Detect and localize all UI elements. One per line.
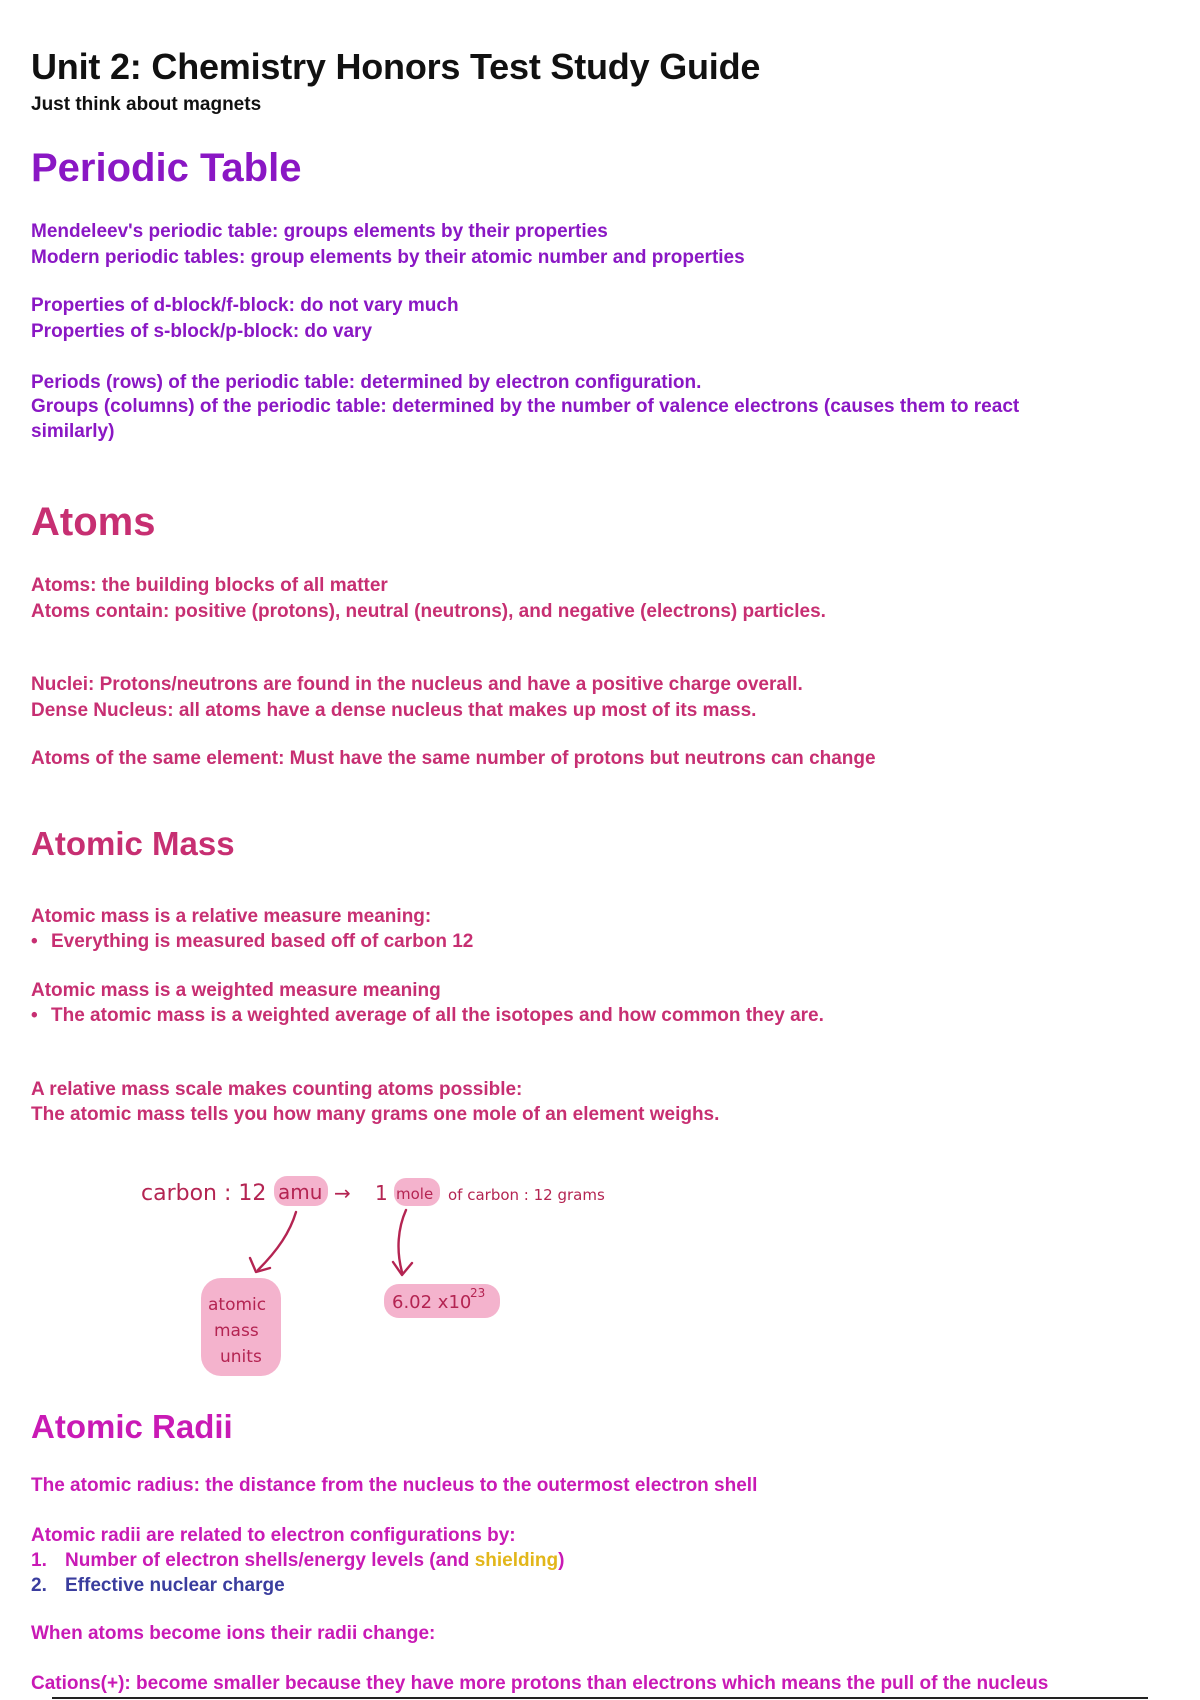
atoms-line-1: Atoms: the building blocks of all matter: [31, 575, 388, 596]
atoms-line-2: Atoms contain: positive (protons), neutral (neutrons), and negative (electrons) particles.: [31, 601, 826, 622]
hand-mass: mass: [214, 1321, 259, 1341]
hand-atomic: atomic: [208, 1295, 267, 1315]
atoms-line-5: Atoms of the same element: Must have the same number of protons but neutrons can change: [31, 748, 876, 769]
atomic-radii-line-3: When atoms become ions their radii change:: [31, 1623, 436, 1644]
arrow-head-right: [393, 1262, 412, 1275]
document-title: Unit 2: Chemistry Honors Test Study Guide: [31, 46, 761, 87]
periodic-line-6: Groups (columns) of the periodic table: determined by the number of valence electrons (causes them to react: [31, 396, 1020, 417]
atomic-mass-line-3: A relative mass scale makes counting atoms possible:: [31, 1079, 523, 1100]
atomic-radii-item-2: 2. Effective nuclear charge: [31, 1575, 285, 1596]
atomic-radii-line-4: Cations(+): become smaller because they have more protons than electrons which means the pull of the nucleus: [31, 1673, 1049, 1694]
periodic-line-7: similarly): [31, 421, 115, 442]
periodic-line-3: Properties of d-block/f-block: do not vary much: [31, 295, 459, 316]
section-heading-atomic-mass: Atomic Mass: [31, 825, 235, 862]
section-heading-atomic-radii: Atomic Radii: [31, 1408, 233, 1445]
hand-avogadro: 6.02 x10: [392, 1292, 472, 1313]
atomic-mass-bullet-1: • Everything is measured based off of carbon 12: [31, 931, 474, 952]
periodic-line-5: Periods (rows) of the periodic table: determined by electron configuration.: [31, 372, 702, 393]
hand-amu: amu: [278, 1180, 323, 1204]
atomic-radii-line-2: Atomic radii are related to electron configurations by:: [31, 1525, 516, 1546]
bullet-dot: •: [31, 931, 38, 952]
periodic-line-4: Properties of s-block/p-block: do vary: [31, 321, 373, 342]
shielding-highlight-text: shielding: [474, 1550, 559, 1571]
hand-one: 1: [375, 1181, 388, 1205]
atoms-line-3: Nuclei: Protons/neutrons are found in the nucleus and have a positive charge overall.: [31, 674, 803, 695]
hand-arrow: →: [334, 1181, 351, 1205]
section-heading-atoms: Atoms: [31, 500, 156, 544]
document-subtitle: Just think about magnets: [31, 94, 262, 115]
hand-units: units: [220, 1347, 262, 1367]
hand-of-carbon-12-grams: of carbon : 12 grams: [448, 1186, 605, 1204]
atomic-mass-line-1: Atomic mass is a relative measure meaning:: [31, 906, 432, 927]
atoms-line-4: Dense Nucleus: all atoms have a dense nucleus that makes up most of its mass.: [31, 700, 757, 721]
periodic-line-2: Modern periodic tables: group elements by their atomic number and properties: [31, 247, 745, 268]
hand-mole: mole: [396, 1185, 434, 1203]
arrow-to-atomic-mass-units: [258, 1212, 296, 1270]
hand-carbon-12: carbon : 12: [141, 1181, 267, 1206]
atomic-mass-bullet-2: • The atomic mass is a weighted average of all the isotopes and how common they are.: [31, 1005, 824, 1026]
atomic-radii-item-1: 1. Number of electron shells/energy levels (and shielding): [31, 1550, 565, 1571]
periodic-line-1: Mendeleev's periodic table: groups elements by their properties: [31, 221, 608, 242]
section-heading-periodic-table: Periodic Table: [31, 146, 302, 190]
atomic-mass-line-4: The atomic mass tells you how many grams one mole of an element weighs.: [31, 1104, 720, 1125]
page-bottom-rule: [52, 1697, 1148, 1699]
bullet-dot: •: [31, 1005, 38, 1026]
arrow-to-avogadro: [399, 1210, 406, 1272]
atomic-radii-line-1: The atomic radius: the distance from the nucleus to the outermost electron shell: [31, 1475, 758, 1496]
hand-avogadro-exponent: 23: [470, 1286, 486, 1300]
atomic-mass-line-2: Atomic mass is a weighted measure meaning: [31, 980, 441, 1001]
